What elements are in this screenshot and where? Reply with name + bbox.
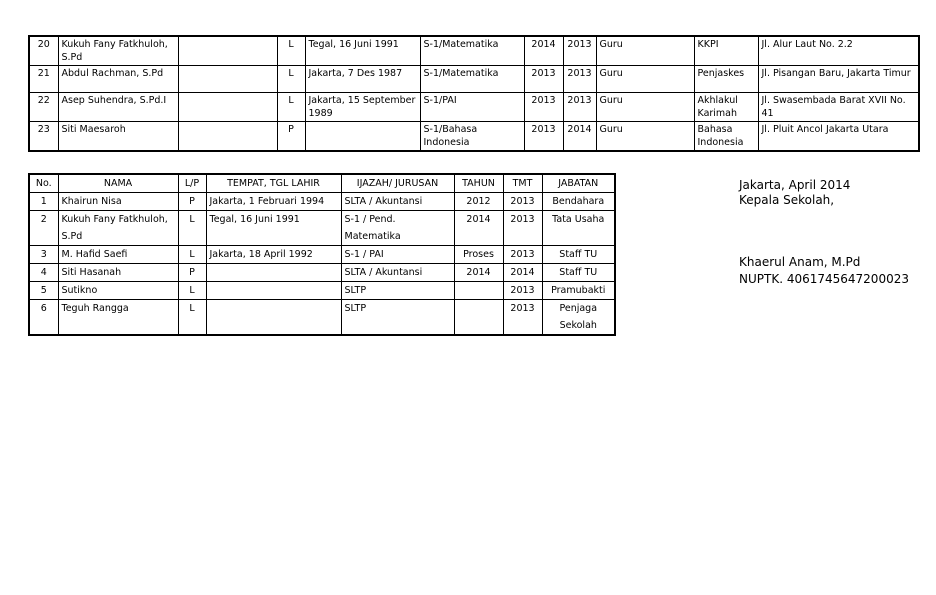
- table-row: [29, 211, 615, 246]
- cell-nama: Khairun Nisa: [58, 193, 178, 211]
- header-ttl: TEMPAT, TGL LAHIR: [206, 174, 341, 193]
- cell-name: Siti Maesaroh: [58, 122, 178, 152]
- cell-ijazah: S-1/Matematika: [420, 36, 524, 66]
- cell-jabatan: Guru: [596, 66, 694, 93]
- cell-nip: [178, 36, 277, 66]
- table-row: [29, 36, 919, 66]
- cell-ijazah: SLTA / Akuntansi: [341, 193, 454, 211]
- table-row: [29, 122, 919, 152]
- cell-name: Abdul Rachman, S.Pd: [58, 66, 178, 93]
- cell-mapel: KKPI: [694, 36, 758, 66]
- cell-lp: L: [178, 282, 206, 300]
- staff-table: [28, 173, 616, 336]
- cell-ttl: Tegal, 16 Juni 1991: [305, 36, 420, 66]
- table-row: [29, 246, 615, 264]
- cell-tahun: Proses: [454, 246, 503, 264]
- cell-name: Kukuh Fany Fatkhuloh, S.Pd: [58, 36, 178, 66]
- cell-tahun: 2013: [524, 93, 563, 122]
- cell-tahun: [454, 282, 503, 300]
- cell-ijazah: S-1 / PAI: [341, 246, 454, 264]
- cell-lp: L: [178, 211, 206, 246]
- cell-ttl: Jakarta, 15 September 1989: [305, 93, 420, 122]
- table-row: [29, 193, 615, 211]
- cell-tmt: 2013: [563, 93, 596, 122]
- cell-alamat: Jl. Swasembada Barat XVII No. 41: [758, 93, 919, 122]
- cell-ttl: Jakarta, 1 Februari 1994: [206, 193, 341, 211]
- cell-lp: L: [277, 66, 305, 93]
- cell-mapel: Bahasa Indonesia: [694, 122, 758, 152]
- cell-lp: P: [277, 122, 305, 152]
- cell-nip: [178, 66, 277, 93]
- cell-tmt: 2013: [563, 36, 596, 66]
- cell-nama: M. Hafid Saefi: [58, 246, 178, 264]
- header-jabatan: JABATAN: [542, 174, 615, 193]
- header-tmt: TMT: [503, 174, 542, 193]
- cell-no: 3: [29, 246, 58, 264]
- cell-tahun: 2013: [524, 122, 563, 152]
- header-tahun: TAHUN: [454, 174, 503, 193]
- cell-ttl: [206, 300, 341, 336]
- cell-tmt: 2013: [563, 66, 596, 93]
- table-row: [29, 282, 615, 300]
- cell-ijazah: S-1 / Pend. Matematika: [341, 211, 454, 246]
- cell-tmt: 2013: [503, 282, 542, 300]
- cell-ijazah: S-1/Matematika: [420, 66, 524, 93]
- cell-tahun: 2014: [454, 264, 503, 282]
- signature-title: Kepala Sekolah,: [739, 193, 835, 207]
- cell-lp: L: [277, 36, 305, 66]
- cell-nama: Kukuh Fany Fatkhuloh, S.Pd: [58, 211, 178, 246]
- signature-place-date: Jakarta, April 2014: [739, 178, 851, 192]
- cell-no: 20: [29, 36, 58, 66]
- cell-ijazah: SLTA / Akuntansi: [341, 264, 454, 282]
- cell-no: 1: [29, 193, 58, 211]
- cell-mapel: Akhlakul Karimah: [694, 93, 758, 122]
- cell-jabatan: Penjaga Sekolah: [542, 300, 615, 336]
- header-lp: L/P: [178, 174, 206, 193]
- cell-no: 2: [29, 211, 58, 246]
- cell-tahun: [454, 300, 503, 336]
- cell-jabatan: Staff TU: [542, 264, 615, 282]
- table-row: [29, 66, 919, 93]
- table-row: [29, 93, 919, 122]
- cell-ijazah: S-1/Bahasa Indonesia: [420, 122, 524, 152]
- cell-jabatan: Guru: [596, 93, 694, 122]
- cell-ijazah: S-1/PAI: [420, 93, 524, 122]
- cell-ttl: [206, 282, 341, 300]
- signature-nuptk: NUPTK. 4061745647200023: [739, 272, 909, 286]
- cell-tahun: 2014: [454, 211, 503, 246]
- header-nama: NAMA: [58, 174, 178, 193]
- cell-alamat: Jl. Pluit Ancol Jakarta Utara: [758, 122, 919, 152]
- cell-jabatan: Bendahara: [542, 193, 615, 211]
- cell-jabatan: Guru: [596, 122, 694, 152]
- cell-tahun: 2012: [454, 193, 503, 211]
- cell-lp: L: [277, 93, 305, 122]
- cell-no: 5: [29, 282, 58, 300]
- cell-nip: [178, 93, 277, 122]
- cell-alamat: Jl. Alur Laut No. 2.2: [758, 36, 919, 66]
- cell-ttl: Jakarta, 18 April 1992: [206, 246, 341, 264]
- teacher-table: [28, 35, 920, 152]
- header-ijazah: IJAZAH/ JURUSAN: [341, 174, 454, 193]
- cell-nama: Teguh Rangga: [58, 300, 178, 336]
- cell-no: 23: [29, 122, 58, 152]
- cell-ttl: [206, 264, 341, 282]
- cell-tmt: 2014: [503, 264, 542, 282]
- cell-tahun: 2013: [524, 66, 563, 93]
- header-no: No.: [29, 174, 58, 193]
- cell-ttl: Jakarta, 7 Des 1987: [305, 66, 420, 93]
- cell-jabatan: Guru: [596, 36, 694, 66]
- table-row: [29, 264, 615, 282]
- signature-name: Khaerul Anam, M.Pd: [739, 255, 861, 269]
- cell-ttl: Tegal, 16 Juni 1991: [206, 211, 341, 246]
- cell-ijazah: SLTP: [341, 282, 454, 300]
- cell-lp: L: [178, 300, 206, 336]
- cell-tmt: 2013: [503, 300, 542, 336]
- cell-jabatan: Staff TU: [542, 246, 615, 264]
- cell-alamat: Jl. Pisangan Baru, Jakarta Timur: [758, 66, 919, 93]
- cell-no: 22: [29, 93, 58, 122]
- table-row: [29, 300, 615, 336]
- cell-tahun: 2014: [524, 36, 563, 66]
- cell-ijazah: SLTP: [341, 300, 454, 336]
- cell-tmt: 2013: [503, 193, 542, 211]
- cell-no: 6: [29, 300, 58, 336]
- cell-mapel: Penjaskes: [694, 66, 758, 93]
- cell-nama: Siti Hasanah: [58, 264, 178, 282]
- cell-tmt: 2013: [503, 246, 542, 264]
- cell-lp: P: [178, 264, 206, 282]
- cell-lp: L: [178, 246, 206, 264]
- cell-no: 21: [29, 66, 58, 93]
- cell-nip: [178, 122, 277, 152]
- staff-header-row: [29, 174, 615, 193]
- cell-tmt: 2014: [563, 122, 596, 152]
- cell-ttl: [305, 122, 420, 152]
- cell-jabatan: Tata Usaha: [542, 211, 615, 246]
- cell-jabatan: Pramubakti: [542, 282, 615, 300]
- cell-name: Asep Suhendra, S.Pd.I: [58, 93, 178, 122]
- cell-lp: P: [178, 193, 206, 211]
- cell-tmt: 2013: [503, 211, 542, 246]
- cell-no: 4: [29, 264, 58, 282]
- cell-nama: Sutikno: [58, 282, 178, 300]
